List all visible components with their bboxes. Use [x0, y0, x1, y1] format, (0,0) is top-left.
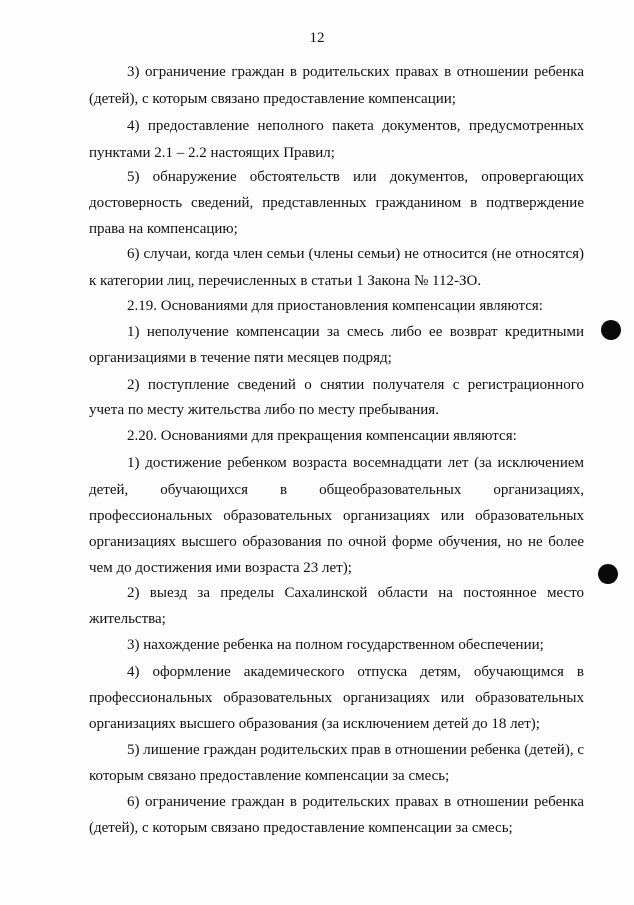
- text-line: 2.20. Основаниями для прекращения компенсации являются:: [127, 428, 517, 444]
- text-line: организациях высшего образования по очной форме обучения, но не более: [89, 534, 584, 550]
- text-line: чем до достижения ими возраста 23 лет);: [89, 560, 352, 576]
- text-line: профессиональных образовательных организациях или образовательных: [89, 690, 584, 706]
- text-line: 1) неполучение компенсации за смесь либо ее возврат кредитными: [127, 324, 584, 340]
- text-line: (детей), с которым связано предоставление компенсации за смесь;: [89, 820, 513, 836]
- text-line: к категории лиц, перечисленных в статьи 1 Закона № 112-ЗО.: [89, 273, 482, 289]
- page-number: 12: [309, 30, 325, 46]
- text-line: 5) обнаружение обстоятельств или документов, опровергающих: [127, 169, 584, 185]
- text-line: организациях высшего образования (за исключением детей до 18 лет);: [89, 716, 540, 732]
- text-line: 2.19. Основаниями для приостановления компенсации являются:: [127, 298, 543, 314]
- text-line: 5) лишение граждан родительских прав в отношении ребенка (детей), с: [127, 742, 584, 758]
- text-line: права на компенсацию;: [89, 221, 238, 237]
- text-line: жительства;: [89, 611, 166, 627]
- text-line: детей, обучающихся в общеобразовательных организациях,: [89, 482, 584, 498]
- text-line: 6) случаи, когда член семьи (члены семьи) не относится (не относятся): [127, 246, 584, 262]
- punch-hole-top: [601, 320, 621, 340]
- text-line: 2) поступление сведений о снятии получателя с регистрационного: [127, 377, 584, 393]
- text-line: которым связано предоставление компенсации за смесь;: [89, 768, 450, 784]
- text-line: профессиональных образовательных организациях или образовательных: [89, 508, 584, 524]
- text-line: 6) ограничение граждан в родительских правах в отношении ребенка: [127, 794, 584, 810]
- text-line: учета по месту жительства либо по месту пребывания.: [89, 402, 439, 418]
- text-line: 3) нахождение ребенка на полном государственном обеспечении;: [127, 637, 544, 653]
- text-line: организациями в течение пяти месяцев подряд;: [89, 350, 392, 366]
- text-line: 4) предоставление неполного пакета документов, предусмотренных: [127, 118, 584, 134]
- text-line: 1) достижение ребенком возраста восемнадцати лет (за исключением: [127, 455, 584, 471]
- text-line: 3) ограничение граждан в родительских правах в отношении ребенка: [127, 64, 584, 80]
- text-line: 2) выезд за пределы Сахалинской области на постоянное место: [127, 585, 584, 601]
- punch-hole-bottom: [598, 564, 618, 584]
- text-line: (детей), с которым связано предоставление компенсации;: [89, 91, 456, 107]
- text-line: пунктами 2.1 – 2.2 настоящих Правил;: [89, 145, 335, 161]
- text-line: 4) оформление академического отпуска детям, обучающимся в: [127, 664, 584, 680]
- text-line: достоверность сведений, представленных гражданином в подтверждение: [89, 195, 584, 211]
